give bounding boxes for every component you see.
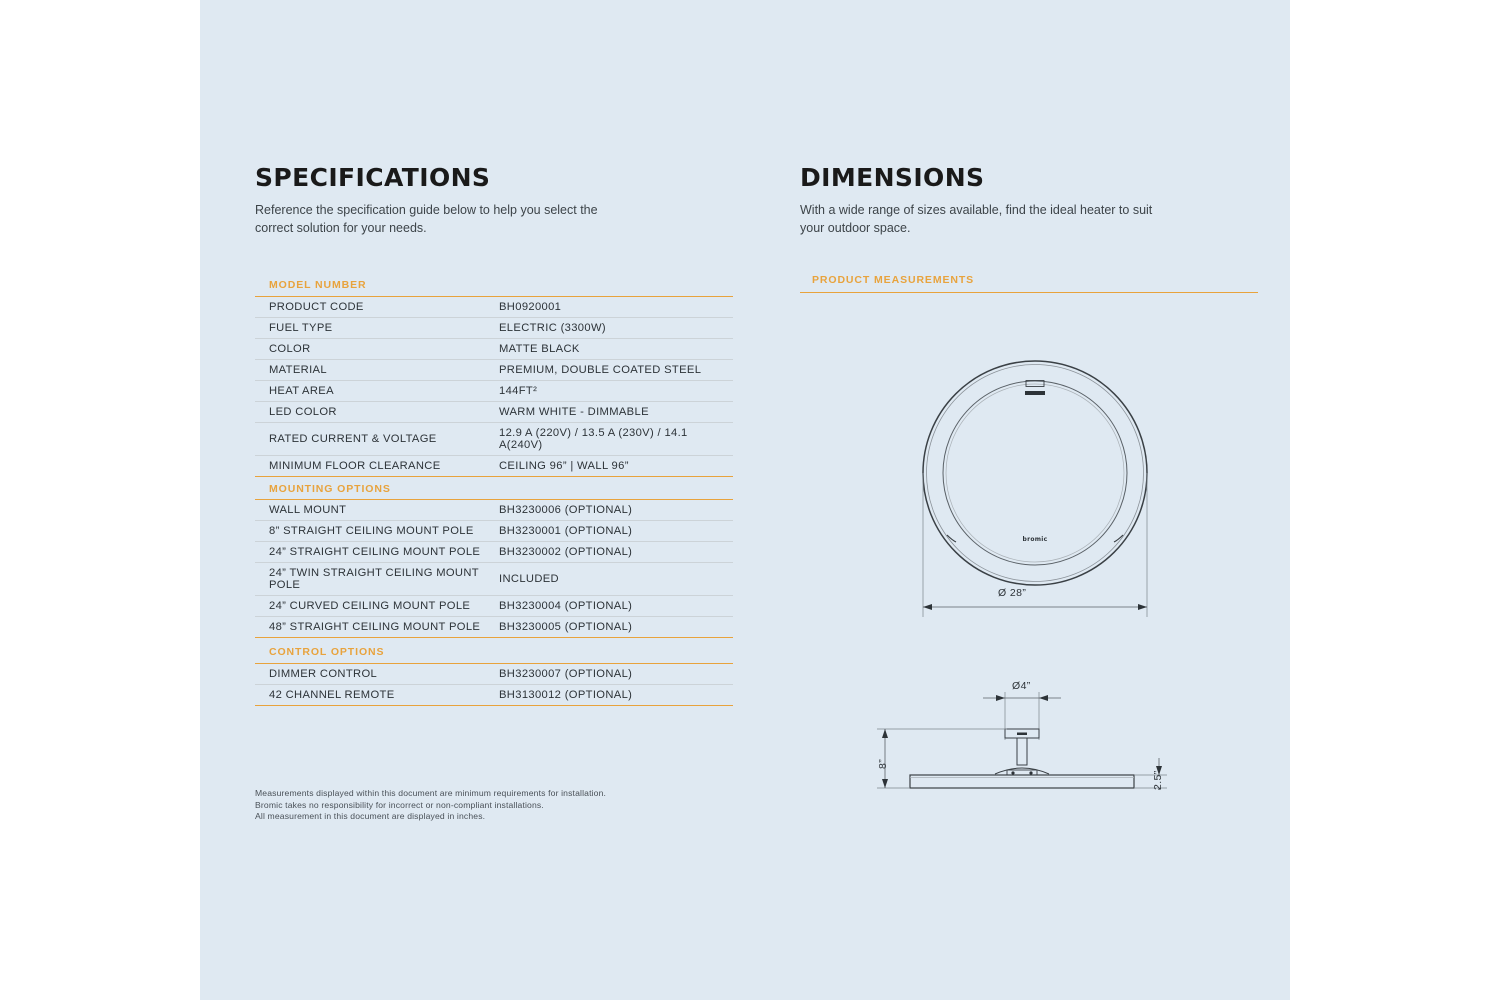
caption-mounting-options: MOUNTING OPTIONS [269,483,391,495]
row-value: BH3230006 (OPTIONAL) [499,500,733,521]
row-label: WALL MOUNT [255,500,499,521]
side-view-drawing [855,678,1195,790]
row-value: ELECTRIC (3300W) [499,318,733,339]
table-row [255,423,733,456]
footnote [255,788,606,823]
row-value: INCLUDED [499,563,733,596]
row-label: 48” STRAIGHT CEILING MOUNT POLE [255,617,499,638]
table-row [255,318,733,339]
footnote-line: All measurement in this document are displayed in inches. [255,811,486,822]
svg-text:bromic: bromic [1022,536,1048,543]
row-label: 8” STRAIGHT CEILING MOUNT POLE [255,521,499,542]
table-row [255,360,733,381]
row-value: BH3230007 (OPTIONAL) [499,664,733,685]
side-view-thickness-label: 2.5” [1152,770,1164,790]
row-value: BH3230001 (OPTIONAL) [499,521,733,542]
row-label: 24” TWIN STRAIGHT CEILING MOUNT POLE [255,563,499,596]
table-row [255,521,733,542]
row-label: PRODUCT CODE [255,297,499,318]
row-label: DIMMER CONTROL [255,664,499,685]
table-model-number [255,297,733,477]
table-control-options [255,664,733,706]
top-view-diameter-label: Ø 28” [998,587,1027,599]
row-value: WARM WHITE - DIMMABLE [499,402,733,423]
table-row [255,664,733,685]
row-label: 24” STRAIGHT CEILING MOUNT POLE [255,542,499,563]
table-row [255,339,733,360]
row-label: FUEL TYPE [255,318,499,339]
specifications-title: SPECIFICATIONS [255,163,491,192]
row-value: PREMIUM, DOUBLE COATED STEEL [499,360,733,381]
table-row [255,381,733,402]
table-row [255,563,733,596]
table-row [255,596,733,617]
caption-product-measurements: PRODUCT MEASUREMENTS [812,274,975,286]
table-row [255,685,733,706]
row-value: BH3230005 (OPTIONAL) [499,617,733,638]
row-label: COLOR [255,339,499,360]
caption-control-options: CONTROL OPTIONS [269,646,385,658]
specifications-subtitle: Reference the specification guide below to help you select the correct solution for your needs. [255,203,598,235]
row-label: RATED CURRENT & VOLTAGE [255,423,499,456]
table-row [255,456,733,477]
row-value: BH3130012 (OPTIONAL) [499,685,733,706]
table-row [255,297,733,318]
row-value: BH3230004 (OPTIONAL) [499,596,733,617]
dimensions-subtitle: With a wide range of sizes available, find the ideal heater to suit your outdoor space. [800,203,1153,235]
row-value: 12.9 A (220V) / 13.5 A (230V) / 14.1 A(240V) [499,423,733,456]
table-mounting-options [255,500,733,638]
caption-model-number: MODEL NUMBER [269,279,367,291]
row-label: 24” CURVED CEILING MOUNT POLE [255,596,499,617]
table-row [255,402,733,423]
row-value: BH3230002 (OPTIONAL) [499,542,733,563]
row-value: CEILING 96” | WALL 96” [499,456,733,477]
table-row [255,500,733,521]
dimensions-title: DIMENSIONS [800,163,985,192]
table-row [255,617,733,638]
rule-product-measurements [800,292,1258,293]
table-row [255,542,733,563]
side-view-mount-diameter-label: Ø4” [1012,680,1031,692]
row-label: LED COLOR [255,402,499,423]
row-label: HEAT AREA [255,381,499,402]
footnote-line: Measurements displayed within this document are minimum requirements for installation. [255,788,607,798]
document-page [200,0,1290,1000]
row-label: MINIMUM FLOOR CLEARANCE [255,456,499,477]
footnote-line: Bromic takes no responsibility for incorrect or non-compliant installations. [255,799,544,810]
side-view-height-label: 8” [877,758,889,769]
top-view-drawing [895,355,1175,630]
row-label: 42 CHANNEL REMOTE [255,685,499,706]
row-value: 144FT² [499,381,733,402]
row-value: MATTE BLACK [499,339,733,360]
row-label: MATERIAL [255,360,499,381]
row-value: BH0920001 [499,297,733,318]
